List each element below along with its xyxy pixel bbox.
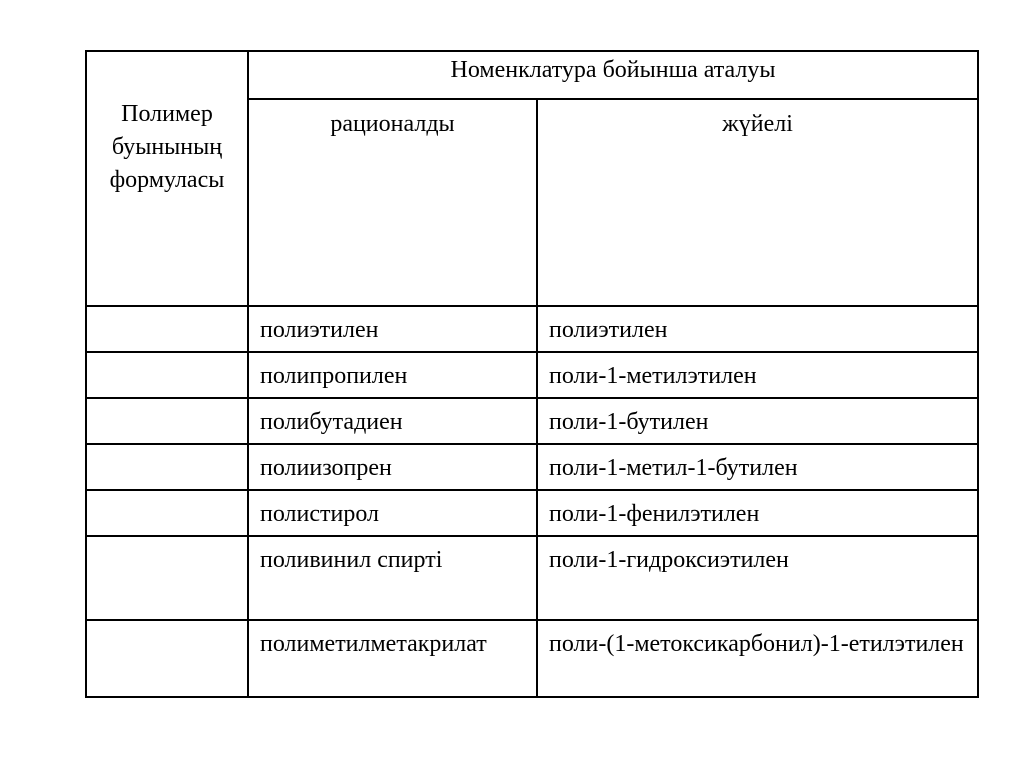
table-row (86, 536, 978, 620)
cell-systematic-name: поли-1-фенилэтилен (537, 490, 978, 536)
cell-rational-name: полиизопрен (248, 444, 537, 490)
table-header (86, 51, 978, 306)
table-row (86, 444, 978, 490)
cell-systematic-name: поли-1-бутилен (537, 398, 978, 444)
table-body (86, 306, 978, 697)
cell-polymer-formula (86, 444, 248, 490)
table-row (86, 620, 978, 697)
cell-systematic-name: полиэтилен (537, 306, 978, 352)
polymer-nomenclature-table (85, 50, 979, 698)
cell-polymer-formula (86, 490, 248, 536)
cell-rational-name: поливинил спирті (248, 536, 537, 620)
cell-rational-name: полистирол (248, 490, 537, 536)
table-row (86, 306, 978, 352)
cell-polymer-formula (86, 620, 248, 697)
cell-rational-name: полиэтилен (248, 306, 537, 352)
cell-polymer-formula (86, 536, 248, 620)
cell-rational-name: полибутадиен (248, 398, 537, 444)
cell-systematic-name: поли-1-гидроксиэтилен (537, 536, 978, 620)
cell-systematic-name: поли-1-метилэтилен (537, 352, 978, 398)
column-group-header-nomenclature: Номенклатура бойынша аталуы (248, 51, 978, 99)
cell-rational-name: полипропилен (248, 352, 537, 398)
header-row-top (86, 51, 978, 99)
table-row (86, 398, 978, 444)
column-header-systematic: жүйелі (537, 99, 978, 306)
cell-systematic-name: поли-1-метил-1-бутилен (537, 444, 978, 490)
table-row (86, 490, 978, 536)
cell-polymer-formula (86, 352, 248, 398)
cell-polymer-formula (86, 398, 248, 444)
cell-systematic-name: поли-(1-метоксикарбонил)-1-етилэтилен (537, 620, 978, 697)
column-header-rational: рационалды (248, 99, 537, 306)
column-header-polymer-formula: Полимер буынының формуласы (86, 51, 248, 306)
cell-polymer-formula (86, 306, 248, 352)
cell-rational-name: полиметилметакрилат (248, 620, 537, 697)
table-row (86, 352, 978, 398)
polymer-table-container (85, 50, 979, 698)
